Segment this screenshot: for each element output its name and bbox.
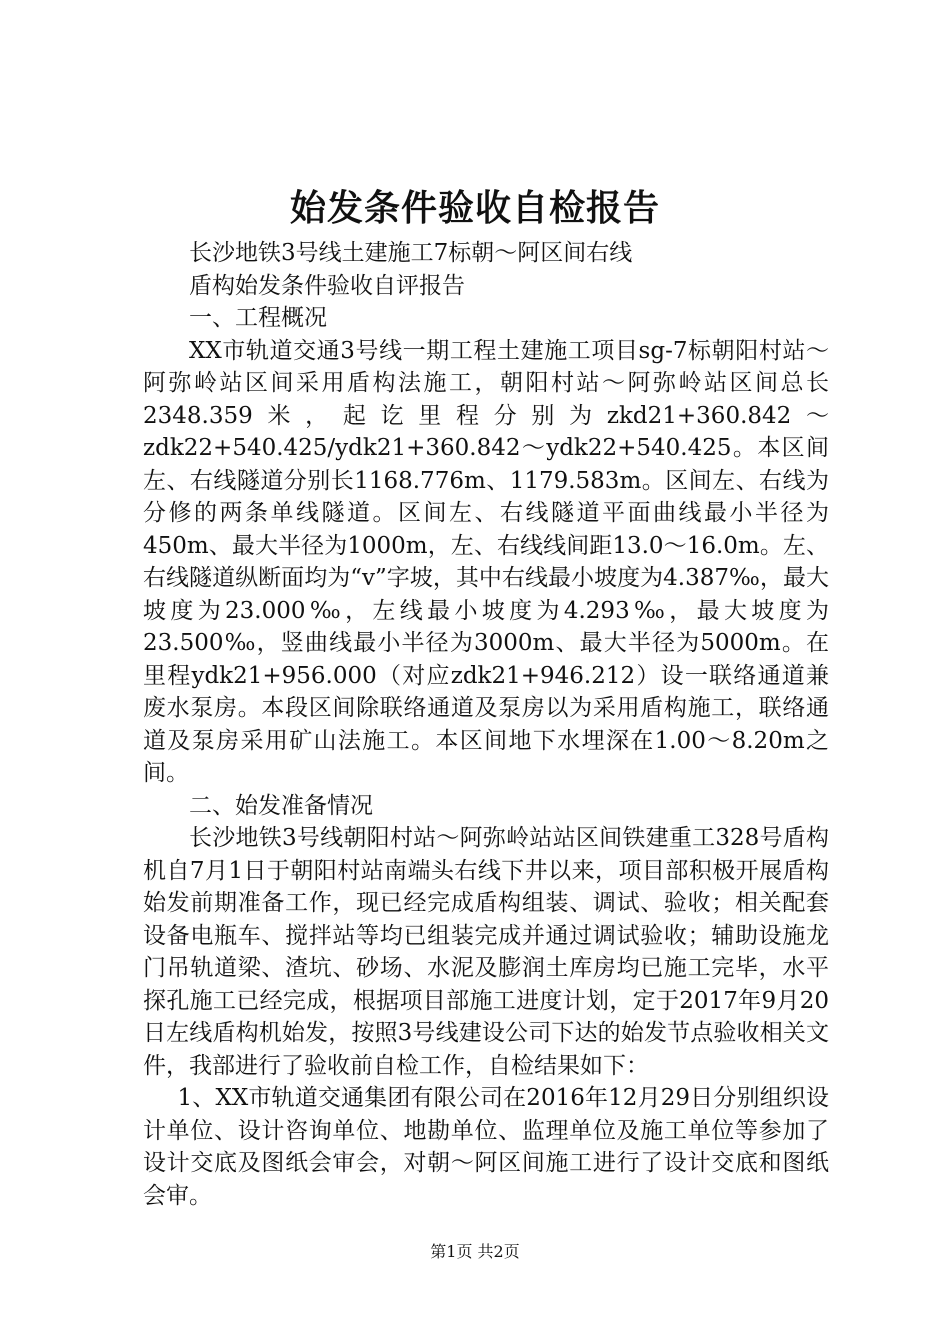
overview-paragraph: XX市轨道交通3号线一期工程土建施工项目sg-7标朝阳村站～阿弥岭站区间采用盾构法施工，朝阳村站～阿弥岭站区间总长2348.359米，起讫里程分别为zkd21+360.842～zdk22+540.425/ydk21+360.842～ydk22+540.425。本区间左、右线隧道分别长1168.776m、1179.583m。区间左、右线为分修的两条单线隧道。区间左、右线隧道平面曲线最小半径为450m、最大半径为1000m，左、右线线间距13.0～16.0m。左、右线隧道纵断面均为“v”字坡，其中右线最小坡度为4.387‰，最大坡度为23.000‰，左线最小坡度为4.293‰，最大坡度为23.500‰，竖曲线最小半径为3000m、最大半径为5000m。在里程ydk21+956.000（对应zdk21+946.212）设一联络通道兼废水泵房。本段区间除联络通道及泵房以为采用盾构施工，联络通道及泵房采用矿山法施工。本区间地下水埋深在1.00～8.20m之间。 [143,337,829,786]
page-footer: 第1页 共2页 [430,1242,520,1261]
preparation-paragraph: 长沙地铁3号线朝阳村站～阿弥岭站站区间铁建重工328号盾构机自7月1日于朝阳村站南端头右线下井以来，项目部积极开展盾构始发前期准备工作，现已经完成盾构组装、调试、验收；相关配套设备电瓶车、搅拌站等均已组装完成并通过调试验收；辅助设施龙门吊轨道梁、渣坑、砂场、水泥及膨润土库房均已施工完毕，水平探孔施工已经完成，根据项目部施工进度计划，定于2017年9月20日左线盾构机始发，按照3号线建设公司下达的始发节点验收相关文件，我部进行了验收前自检工作，自检结果如下： [143,825,829,1079]
document-title: 始发条件验收自检报告 [289,187,660,229]
subtitle-line-2: 盾构始发条件验收自评报告 [189,272,465,299]
section-heading-overview: 一、工程概况 [189,305,327,331]
document-body [143,237,829,1212]
section-heading-preparation: 二、始发准备情况 [189,792,373,819]
item-1-paragraph: 1、XX市轨道交通集团有限公司在2016年12月29日分别组织设计单位、设计咨询单位、地勘单位、监理单位及施工单位等参加了设计交底及图纸会审会，对朝～阿区间施工进行了设计交底和图纸会审。 [143,1085,829,1209]
subtitle-line-1: 长沙地铁3号线土建施工7标朝～阿区间右线 [189,240,633,266]
